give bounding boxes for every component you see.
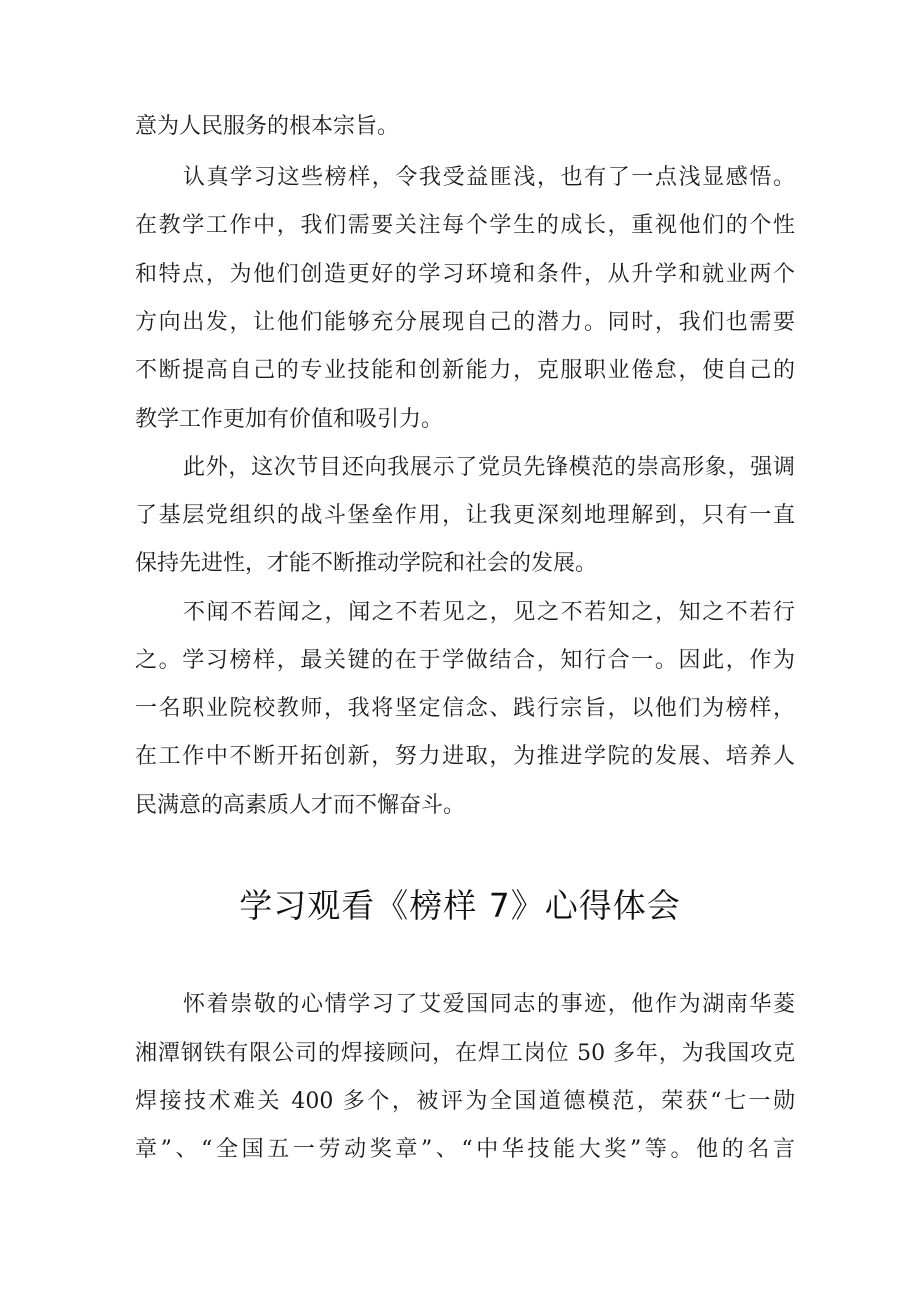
paragraph-line: 不闻不若闻之，闻之不若见之，见之不若知之，知之不若行 <box>183 600 795 625</box>
section-title: 学习观看《榜样 7》心得体会 <box>239 886 681 925</box>
paragraph-line: 之。学习榜样，最关键的在于学做结合，知行合一。因此，作为 <box>135 648 795 673</box>
paragraph-line: 一名职业院校教师，我将坚定信念、践行宗旨，以他们为榜样， <box>135 696 795 721</box>
paragraph-line: 认真学习这些榜样，令我受益匪浅，也有了一点浅显感悟。 <box>183 165 795 190</box>
paragraph-line: 在工作中不断开拓创新，努力进取，为推进学院的发展、培养人 <box>135 744 795 769</box>
paragraph-line: 在教学工作中，我们需要关注每个学生的成长，重视他们的个性 <box>135 213 795 238</box>
paragraph-line: 和特点，为他们创造更好的学习环境和条件，从升学和就业两个 <box>135 262 795 287</box>
paragraph-line: 此外，这次节目还向我展示了党员先锋模范的崇高形象，强调 <box>183 455 795 480</box>
paragraph-line: 怀着崇敬的心情学习了艾爱国同志的事迹，他作为湖南华菱 <box>183 992 795 1017</box>
paragraph-line: 不断提高自己的专业技能和创新能力，克服职业倦怠，使自己的 <box>135 358 795 383</box>
paragraph-line: 民满意的高素质人才而不懈奋斗。 <box>135 793 466 818</box>
paragraph-line: 方向出发，让他们能够充分展现自己的潜力。同时，我们也需要 <box>135 310 795 335</box>
paragraph-line: 保持先进性，才能不断推动学院和社会的发展。 <box>135 551 598 576</box>
paragraph-line: 教学工作更加有价值和吸引力。 <box>135 407 444 432</box>
paragraph-line: 章”、“全国五一劳动奖章”、“中华技能大奖”等。他的名言 <box>135 1137 795 1162</box>
paragraph-line: 意为人民服务的根本宗旨。 <box>135 114 400 139</box>
paragraph-line: 湘潭钢铁有限公司的焊接顾问，在焊工岗位 50 多年，为我国攻克 <box>135 1041 795 1066</box>
paragraph-line: 了基层党组织的战斗堡垒作用，让我更深刻地理解到，只有一直 <box>135 503 795 528</box>
paragraph-line: 焊接技术难关 400 多个，被评为全国道德模范，荣获“七一勋 <box>135 1089 795 1114</box>
